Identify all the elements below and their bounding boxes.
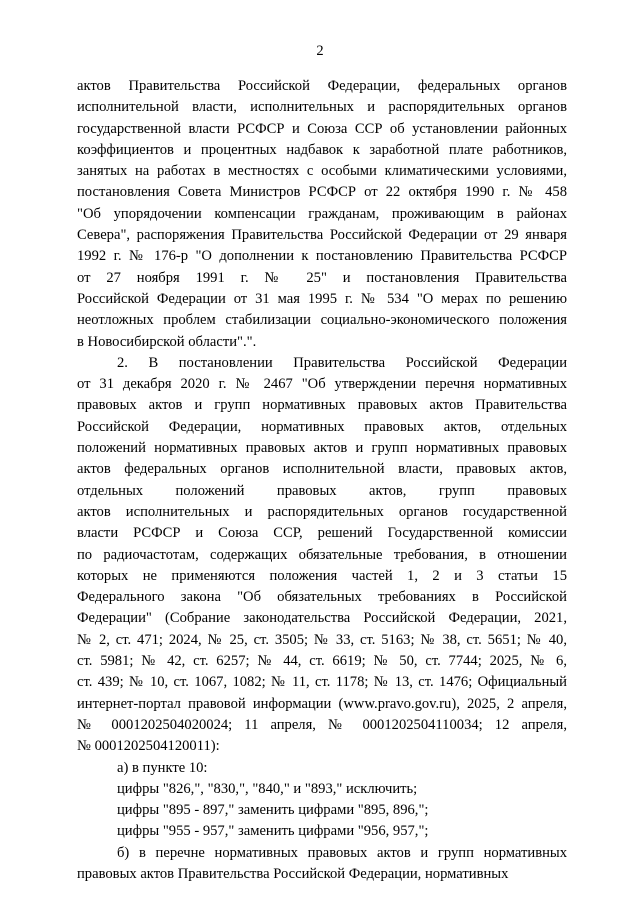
text-line: актов Правительства Российской Федерации, федеральных органов (77, 78, 567, 94)
text-line: интернет-портал правовой информации (www.pravo.gov.ru), 2025, 2 апреля, (77, 695, 567, 712)
paragraph (77, 758, 567, 779)
text-line: 1992 г. № 176-р "О дополнении к постановлению Правительства РСФСР (77, 248, 567, 265)
text-line: постановления Совета Министров РСФСР от 22 октября 1990 г. № 458 (77, 184, 567, 201)
text-line: государственной власти РСФСР и Союза ССР об установлении районных (77, 120, 567, 137)
text-line: ст. 439; № 10, ст. 1067, 1082; № 11, ст. 1178; № 13, ст. 1476; Официальный (77, 674, 567, 691)
text-line: занятых на работах в местностях с особыми климатическими условиями, (77, 163, 567, 180)
text-line: "Об упорядочении компенсации гражданам, проживающим в районах (77, 205, 567, 222)
text-line: правовых актов Правительства Российской Федерации, нормативных (77, 865, 509, 882)
text-line: ст. 5981; № 42, ст. 6257; № 44, ст. 6619; № 50, ст. 7744; 2025, № 6, (77, 653, 567, 670)
text-line: цифры "895 - 897," заменить цифрами "895, 896,"; (117, 802, 429, 819)
text-line: правовых актов и групп нормативных правовых актов Правительства (77, 397, 567, 414)
text-line: в Новосибирской области".". (77, 333, 257, 350)
text-line: от 31 декабря 2020 г. № 2467 "Об утверждении перечня нормативных (77, 376, 567, 393)
text-line: власти РСФСР и Союза ССР, решений Государственной комиссии (77, 525, 567, 542)
paragraph (77, 779, 567, 800)
text-line: актов федеральных органов исполнительной власти, правовых актов, (77, 461, 567, 478)
text-line: цифры "955 - 957," заменить цифрами "956, 957,"; (117, 823, 429, 840)
text-line: Федерации" (Собрание законодательства Российской Федерации, 2021, (77, 610, 567, 627)
text-line: от 27 ноября 1991 г. № 25" и постановления Правительства (77, 269, 567, 286)
text-line: № 0001202504120011): (77, 738, 220, 755)
document-body (77, 76, 567, 885)
text-line: № 0001202504020024; 11 апреля, № 0001202504110034; 12 апреля, (77, 716, 567, 733)
paragraph (77, 843, 567, 886)
text-line: коэффициентов и процентных надбавок к заработной плате работников, (77, 141, 567, 158)
text-line: Севера", распоряжения Правительства Российской Федерации от 29 января (77, 227, 567, 244)
text-line: положений нормативных правовых актов и групп нормативных правовых (77, 440, 567, 457)
text-line: неотложных проблем стабилизации социально-экономического положения (77, 312, 567, 329)
text-line: цифры "826,", "830,", "840," и "893," исключить; (117, 780, 418, 797)
text-line: которых не применяются положения частей 1, 2 и 3 статьи 15 (77, 567, 567, 584)
page-number: 2 (316, 43, 324, 59)
paragraph (77, 821, 567, 842)
paragraph (77, 800, 567, 821)
text-line: Федерального закона "Об обязательных требованиях в Российской (77, 589, 567, 606)
paragraph (77, 353, 567, 758)
text-line: № 2, ст. 471; 2024, № 25, ст. 3505; № 33, ст. 5163; № 38, ст. 5651; № 40, (77, 631, 567, 648)
text-line: по радиочастотам, содержащих обязательные требования, в отношении (77, 546, 567, 563)
paragraph (77, 76, 567, 353)
text-line: исполнительной власти, исполнительных и распорядительных органов (77, 99, 567, 116)
text-line: актов исполнительных и распорядительных органов государственной (77, 503, 567, 520)
text-line: отдельных положений правовых актов, групп правовых (77, 482, 567, 499)
text-line: б) в перечне нормативных правовых актов и групп нормативных (117, 844, 567, 861)
text-line: 2. В постановлении Правительства Российской Федерации (117, 354, 567, 371)
text-line: а) в пункте 10: (117, 759, 208, 776)
text-line: Российской Федерации от 31 мая 1995 г. № 534 "О мерах по решению (77, 290, 567, 307)
text-line: Российской Федерации, нормативных правовых актов, отдельных (77, 418, 567, 435)
